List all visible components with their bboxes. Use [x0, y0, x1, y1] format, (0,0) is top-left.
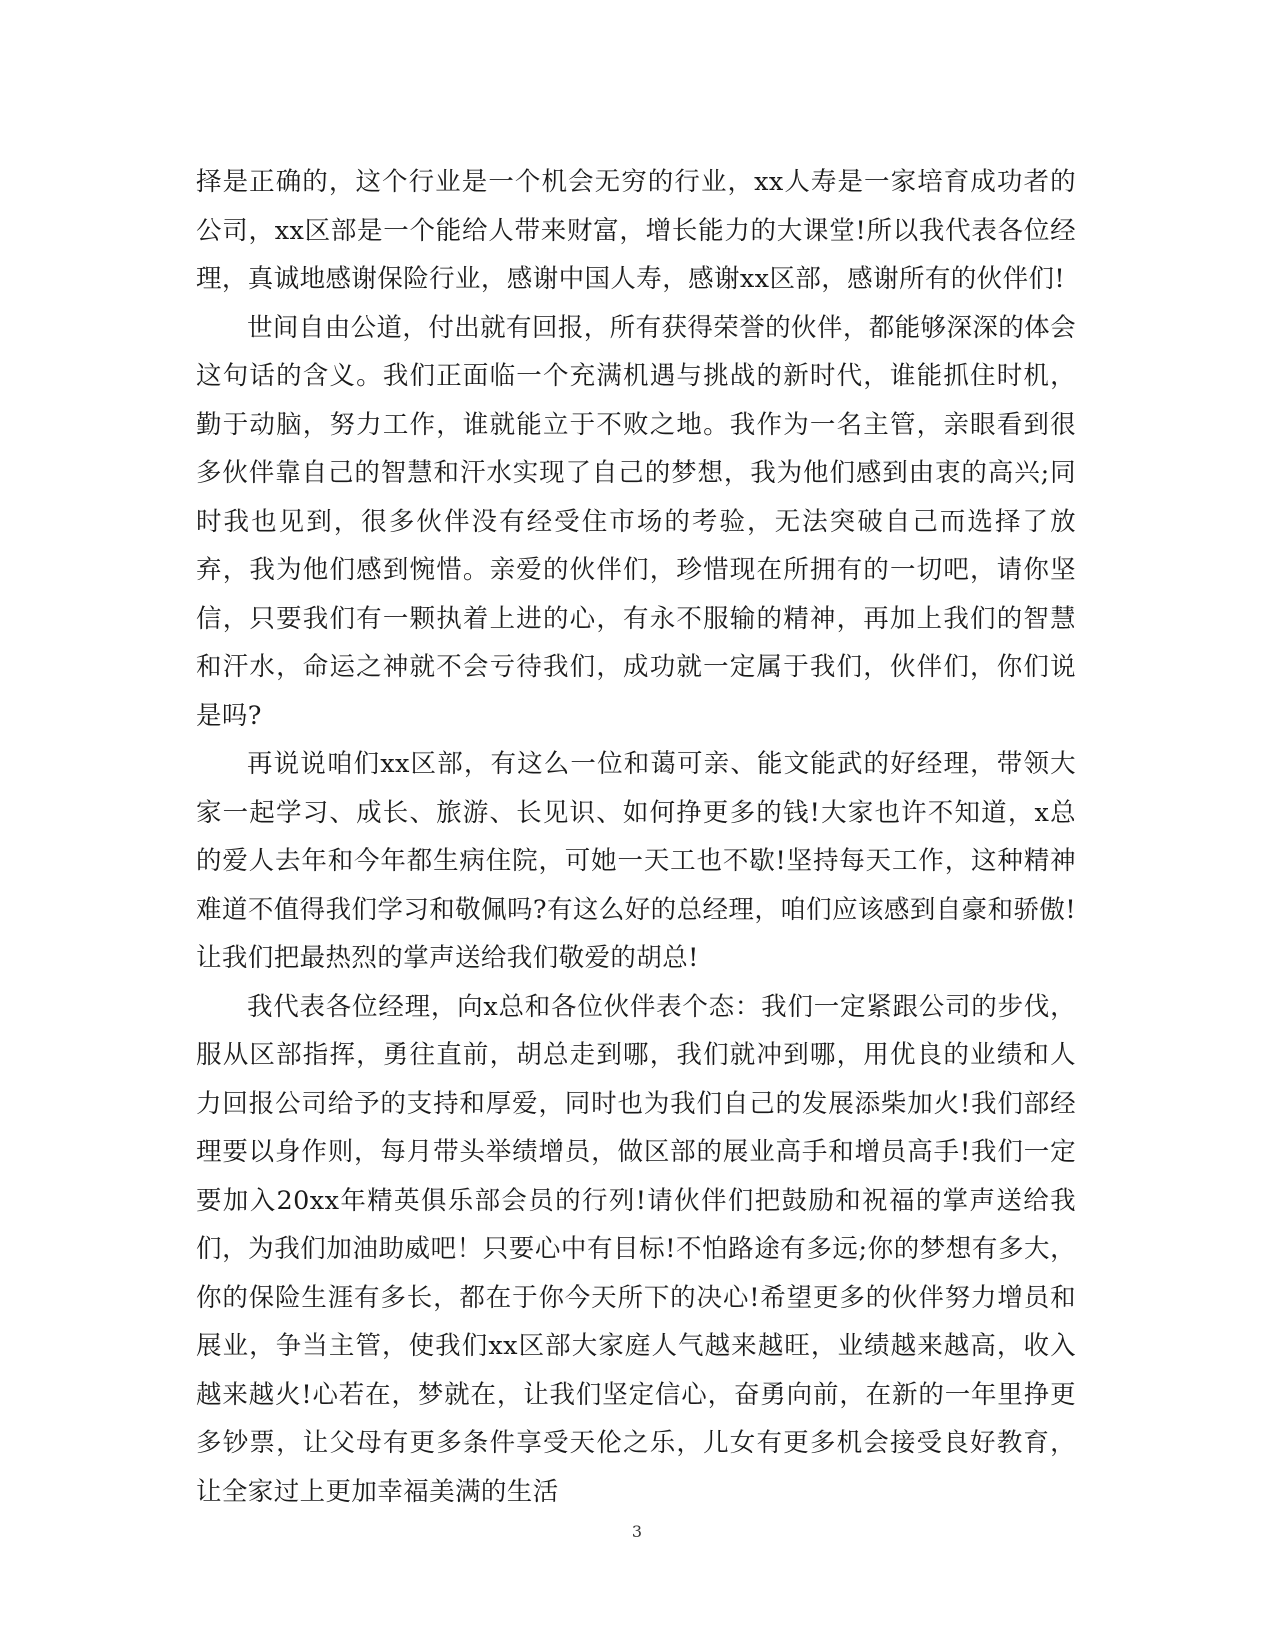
paragraph-3: 再说说咱们xx区部，有这么一位和蔼可亲、能文能武的好经理，带领大家一起学习、成长、旅游、长见识、如何挣更多的钱!大家也许不知道，x总的爱人去年和今年都生病住院，可她一天工也不歇!坚持每天工作，这种精神难道不值得我们学习和敬佩吗?有这么好的总经理，咱们应该感到自豪和骄傲!让我们把最热烈的掌声送给我们敬爱的胡总! [196, 749, 1076, 973]
paragraph-1: 择是正确的，这个行业是一个机会无穷的行业，xx人寿是一家培育成功者的公司，xx区部是一个能给人带来财富，增长能力的大课堂!所以我代表各位经理，真诚地感谢保险行业，感谢中国人寿，感谢xx区部，感谢所有的伙伴们! [196, 167, 1076, 294]
paragraph-4: 我代表各位经理，向x总和各位伙伴表个态：我们一定紧跟公司的步伐，服从区部指挥，勇往直前，胡总走到哪，我们就冲到哪，用优良的业绩和人力回报公司给予的支持和厚爱，同时也为我们自己的发展添柴加火!我们部经理要以身作则，每月带头举绩增员，做区部的展业高手和增员高手!我们一定要加入20xx年精英俱乐部会员的行列!请伙伴们把鼓励和祝福的掌声送给我们，为我们加油助威吧！只要心中有目标!不怕路途有多远;你的梦想有多大，你的保险生涯有多长，都在于你今天所下的决心!希望更多的伙伴努力增员和展业，争当主管，使我们xx区部大家庭人气越来越旺，业绩越来越高，收入越来越火!心若在，梦就在，让我们坚定信心，奋勇向前，在新的一年里挣更多钞票，让父母有更多条件享受天伦之乐，儿女有更多机会接受良好教育，让全家过上更加幸福美满的生活 [196, 991, 1076, 1507]
page-number: 3 [631, 1522, 643, 1541]
paragraph-2: 世间自由公道，付出就有回报，所有获得荣誉的伙伴，都能够深深的体会这句话的含义。我们正面临一个充满机遇与挑战的新时代，谁能抓住时机，勤于动脑，努力工作，谁就能立于不败之地。我作为一名主管，亲眼看到很多伙伴靠自己的智慧和汗水实现了自己的梦想，我为他们感到由衷的高兴;同时我也见到，很多伙伴没有经受住市场的考验，无法突破自己而选择了放弃，我为他们感到惋惜。亲爱的伙伴们，珍惜现在所拥有的一切吧，请你坚信，只要我们有一颗执着上进的心，有永不服输的精神，再加上我们的智慧和汗水，命运之神就不会亏待我们，成功就一定属于我们，伙伴们，你们说是吗? [196, 312, 1076, 731]
document-body [196, 158, 1076, 1516]
